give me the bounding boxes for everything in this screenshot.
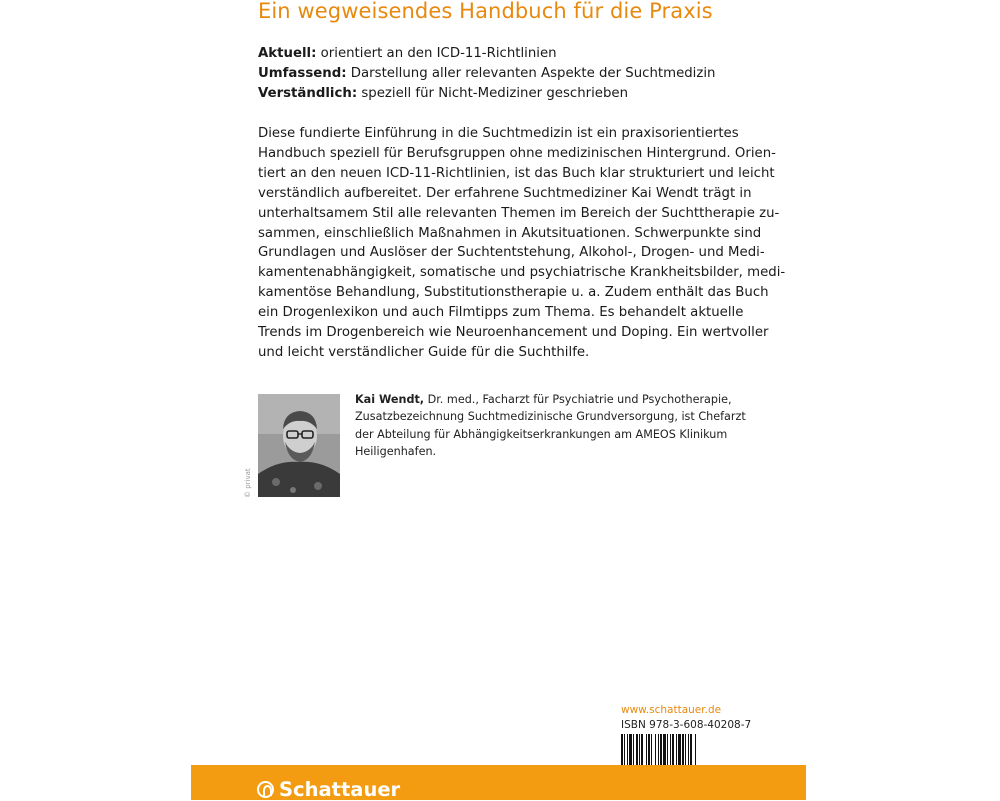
- description-line: tiert an den neuen ICD-11-Richtlinien, ist das Buch klar strukturiert und leicht: [258, 165, 775, 181]
- feature-key: Aktuell:: [258, 46, 317, 61]
- bio-line: [355, 391, 746, 408]
- feature-text: speziell für Nicht-Mediziner geschrieben: [357, 86, 629, 101]
- description-line: Trends im Drogenbereich wie Neuroenhancement und Doping. Ein wertvoller: [258, 325, 769, 341]
- description-line: sammen, einschließlich Maßnahmen in Akutsituationen. Schwerpunkte sind: [258, 225, 762, 241]
- isbn-number: ISBN 978-3-608-40208-7: [621, 719, 752, 731]
- description-line: verständlich aufbereitet. Der erfahrene Suchtmediziner Kai Wendt trägt in: [258, 185, 752, 201]
- headline: Ein wegweisendes Handbuch für die Praxis: [258, 0, 713, 23]
- author-photo: [258, 394, 340, 497]
- description-line: kamentenabhängigkeit, somatische und psychiatrische Krankheitsbilder, medi-: [258, 265, 786, 281]
- publisher-name: Schattauer: [279, 778, 401, 801]
- description-line: Grundlagen und Auslöser der Suchtentstehung, Alkohol-, Drogen- und Medi-: [258, 245, 765, 261]
- feature-text: Darstellung aller relevanten Aspekte der Suchtmedizin: [346, 66, 716, 81]
- description-line: Diese fundierte Einführung in die Suchtmedizin ist ein praxisorientiertes: [258, 126, 739, 141]
- feature-item: [258, 64, 715, 84]
- description-line: und leicht verständlicher Guide für die Suchthilfe.: [258, 344, 590, 360]
- footer-bar: [191, 765, 806, 800]
- author-portrait-icon: [258, 394, 340, 497]
- author-bio: [355, 391, 746, 460]
- description-line: kamentöse Behandlung, Substitutionstherapie u. a. Zudem enthält das Buch: [258, 285, 769, 301]
- bio-line: Heiligenhafen.: [355, 444, 437, 458]
- feature-item: [258, 44, 715, 64]
- bio-line: der Abteilung für Abhängigkeitserkrankungen am AMEOS Klinikum: [355, 427, 728, 441]
- photo-credit: © privat: [244, 468, 252, 498]
- description-line: ein Drogenlexikon und auch Filmtipps zum Thema. Es behandelt aktuelle: [258, 305, 744, 321]
- barcode-icon: [621, 734, 741, 765]
- feature-key: Umfassend:: [258, 66, 347, 81]
- description-line: unterhaltsamem Stil alle relevanten Themen im Bereich der Suchttherapie zu-: [258, 205, 780, 221]
- description: [258, 124, 786, 363]
- publisher-logo: [257, 778, 400, 801]
- feature-item: [258, 84, 715, 104]
- feature-text: orientiert an den ICD-11-Richtlinien: [316, 46, 557, 61]
- feature-list: [258, 44, 715, 104]
- bio-text: Dr. med., Facharzt für Psychiatrie und Psychotherapie,: [424, 393, 732, 406]
- publisher-logo-icon: [257, 781, 274, 798]
- author-name: Kai Wendt,: [355, 393, 425, 406]
- description-line: Handbuch speziell für Berufsgruppen ohne medizinischen Hintergrund. Orien-: [258, 145, 776, 161]
- feature-key: Verständlich:: [258, 86, 358, 101]
- publisher-website: www.schattauer.de: [621, 704, 722, 716]
- bio-line: Zusatzbezeichnung Suchtmedizinische Grundversorgung, ist Chefarzt: [355, 410, 746, 424]
